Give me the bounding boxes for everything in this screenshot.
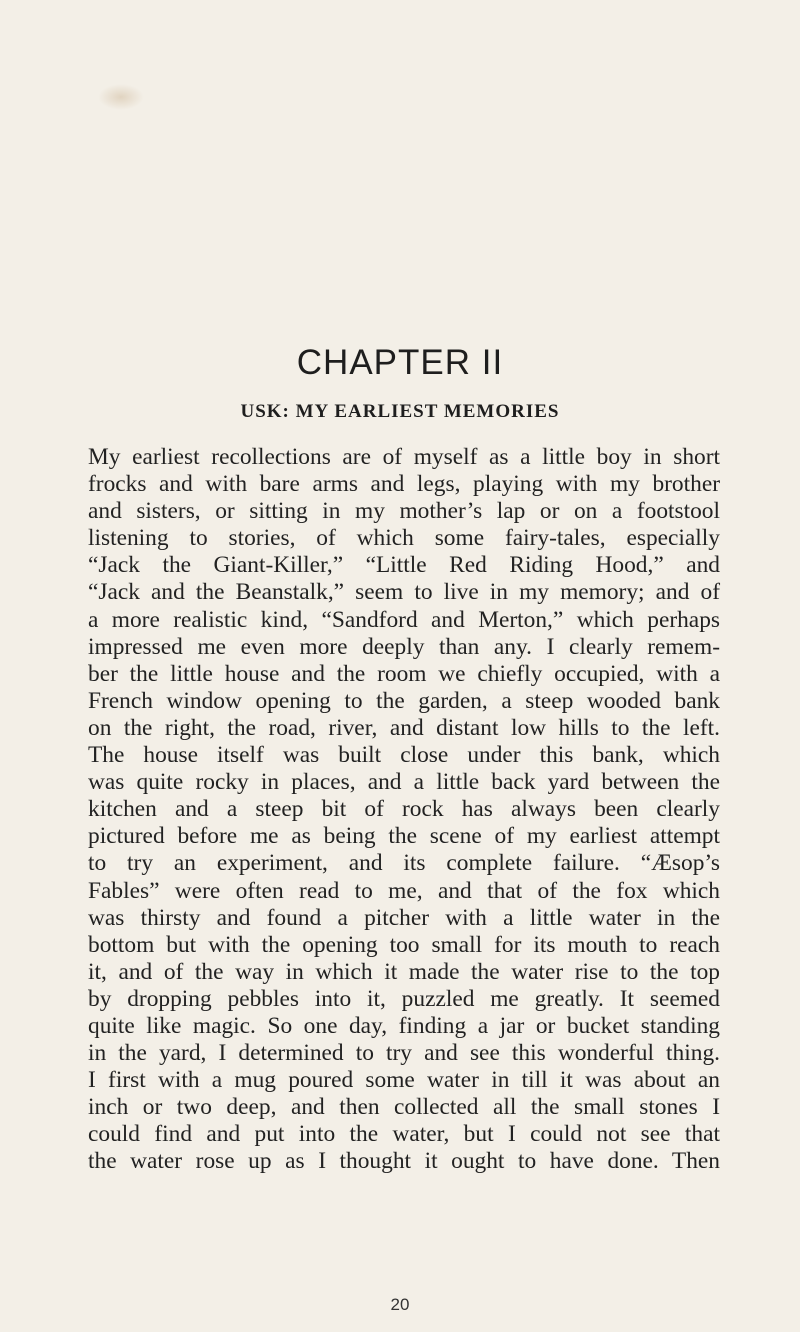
text-line: was thirsty and found a pitcher with a little water in the xyxy=(88,904,720,931)
text-line: was quite rocky in places, and a little back yard between the xyxy=(88,769,720,796)
text-line: a more realistic kind, “Sandford and Merton,” which perhaps xyxy=(88,606,720,633)
text-line: in the yard, I determined to try and see this wonderful thing. xyxy=(88,1040,720,1067)
text-line: could find and put into the water, but I could not see that xyxy=(88,1121,720,1148)
text-line: it, and of the way in which it made the water rise to the top xyxy=(88,958,720,985)
text-line: impressed me even more deeply than any. I clearly remem- xyxy=(88,633,720,660)
text-line: bottom but with the opening too small for its mouth to reach xyxy=(88,931,720,958)
text-line: “Jack the Giant-Killer,” “Little Red Riding Hood,” and xyxy=(88,552,720,579)
chapter-title: CHAPTER II xyxy=(296,343,504,382)
text-line: listening to stories, of which some fairy-tales, especially xyxy=(88,525,720,552)
text-line: inch or two deep, and then collected all the small stones I xyxy=(88,1094,720,1121)
text-line: pictured before me as being the scene of my earliest attempt xyxy=(88,823,720,850)
text-line: quite like magic. So one day, finding a jar or bucket standing xyxy=(88,1012,720,1039)
chapter-subtitle: USK: MY EARLIEST MEMORIES xyxy=(240,401,560,422)
page-number: 20 xyxy=(390,1295,410,1314)
text-line: Fables” were often read to me, and that of the fox which xyxy=(88,877,720,904)
text-line: ber the little house and the room we chiefly occupied, with a xyxy=(88,660,720,687)
text-line: The house itself was built close under this bank, which xyxy=(88,742,720,769)
text-line: French window opening to the garden, a steep wooded bank xyxy=(88,687,720,714)
text-line: the water rose up as I thought it ought to have done. Then xyxy=(88,1148,720,1175)
text-line: on the right, the road, river, and distant low hills to the left. xyxy=(88,714,720,741)
text-line: by dropping pebbles into it, puzzled me greatly. It seemed xyxy=(88,985,720,1012)
page-stain xyxy=(98,84,144,110)
body-paragraph xyxy=(88,444,720,1176)
text-line: “Jack and the Beanstalk,” seem to live in my memory; and of xyxy=(88,579,720,606)
text-line: kitchen and a steep bit of rock has always been clearly xyxy=(88,796,720,823)
text-line: My earliest recollections are of myself as a little boy in short xyxy=(88,444,720,470)
text-line: to try an experiment, and its complete failure. “Æsop’s xyxy=(88,850,720,877)
text-line: and sisters, or sitting in my mother’s lap or on a footstool xyxy=(88,498,720,525)
text-line: frocks and with bare arms and legs, playing with my brother xyxy=(88,471,720,498)
text-line: I first with a mug poured some water in till it was about an xyxy=(88,1067,720,1094)
